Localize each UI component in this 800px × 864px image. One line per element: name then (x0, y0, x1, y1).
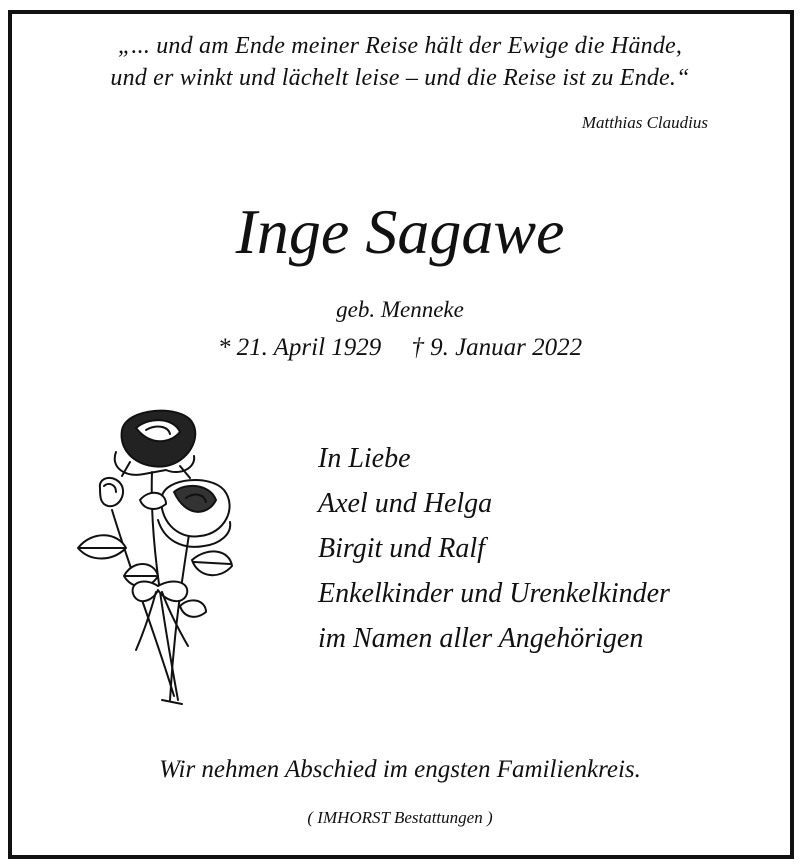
mourner-line: Axel und Helga (318, 488, 493, 519)
farewell-note: Wir nehmen Abschied im engsten Familienkreis. (159, 756, 641, 783)
quote-line-1: „... und am Ende meiner Reise hält der Ewige die Hände, (117, 33, 683, 59)
life-dates (0, 334, 800, 362)
rose-bouquet-icon (70, 400, 240, 712)
mourner-line: im Namen aller Angehörigen (318, 623, 644, 654)
mourner-line: Enkelkinder und Urenkelkinder (318, 578, 670, 609)
birth-name: geb. Menneke (336, 297, 464, 322)
death-date: † 9. Januar 2022 (411, 334, 583, 361)
mourners-list (318, 436, 670, 661)
quote-author: Matthias Claudius (581, 113, 708, 132)
mourner-line: In Liebe (318, 443, 411, 474)
mourner-line: Birgit und Ralf (318, 533, 485, 564)
deceased-name: Inge Sagawe (235, 196, 565, 267)
birth-date: * 21. April 1929 (217, 334, 382, 361)
quote-line-2: und er winkt und lächelt leise – und die Reise ist zu Ende.“ (110, 65, 690, 91)
undertaker-credit: ( IMHORST Bestattungen ) (307, 808, 493, 827)
